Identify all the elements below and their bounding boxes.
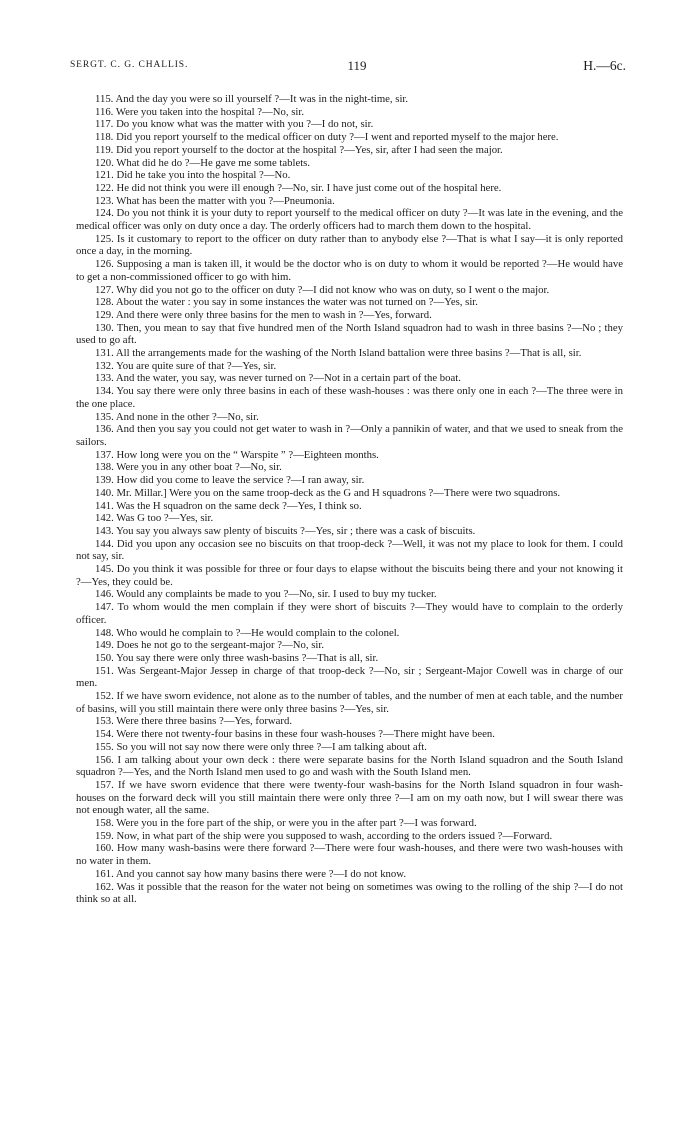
- question-number: 129.: [95, 308, 114, 321]
- question-number: 122.: [95, 181, 114, 194]
- question-answer-text: And the day you were so ill yourself ?—It was in the night-time, sir.: [115, 93, 409, 105]
- testimony-paragraph: [76, 500, 623, 513]
- testimony-paragraph: [76, 182, 623, 195]
- question-number: 116.: [95, 105, 114, 118]
- question-number: 131.: [95, 347, 114, 360]
- testimony-paragraph: [76, 601, 623, 626]
- question-number: 146.: [95, 588, 114, 601]
- question-answer-text: All the arrangements made for the washing of the North Island battalion were three basins ?—That is all, sir.: [115, 347, 582, 360]
- question-answer-text: And none in the other ?—No, sir.: [115, 410, 259, 423]
- question-number: 138.: [95, 461, 114, 474]
- question-number: 149.: [95, 639, 114, 652]
- question-answer-text: Were you in the fore part of the ship, or were you in the after part ?—I was forward.: [116, 817, 477, 830]
- question-answer-text: Do you know what was the matter with you ?—I do not, sir.: [116, 118, 374, 131]
- testimony-paragraph: [76, 525, 623, 538]
- testimony-paragraph: [76, 754, 623, 779]
- question-answer-text: How many wash-basins were there forward ?—There were four wash-houses, and there were two wash-houses with no water in them.: [76, 842, 623, 868]
- question-number: 153.: [95, 715, 114, 728]
- question-answer-text: And the water, you say, was never turned on ?—Not in a certain part of the boat.: [115, 372, 461, 385]
- question-number: 120.: [95, 156, 114, 169]
- testimony-paragraph: [76, 233, 623, 258]
- testimony-paragraph: [76, 195, 623, 208]
- question-answer-text: Would any complaints be made to you ?—No, sir. I used to buy my tucker.: [116, 588, 437, 601]
- question-answer-text: What did he do ?—He gave me some tablets.: [116, 156, 311, 169]
- question-number: 132.: [95, 359, 114, 372]
- question-answer-text: If we have sworn evidence that there were twenty-four wash-basins for the North Island squadron in four wash-houses on the forward deck will you still maintain there were only three ?—I am on my oath now, but I will swear there was not enough water, all the same.: [76, 778, 623, 817]
- question-answer-text: To whom would the men complain if they were short of biscuits ?—They would have to complain to the orderly officer.: [76, 601, 623, 626]
- question-answer-text: Were there three basins ?—Yes, forward.: [116, 715, 293, 728]
- testimony-paragraph: [76, 538, 623, 563]
- testimony-paragraph: [76, 474, 623, 487]
- header-page-number: 119: [347, 58, 367, 73]
- testimony-paragraph: [76, 106, 623, 119]
- question-answer-text: You say you always saw plenty of biscuits ?—Yes, sir ; there was a cask of biscuits.: [116, 524, 476, 537]
- testimony-paragraph: [76, 131, 623, 144]
- question-number: 161.: [95, 867, 114, 880]
- question-answer-text: Was G too ?—Yes, sir.: [116, 512, 214, 525]
- question-answer-text: Who would he complain to ?—He would complain to the colonel.: [116, 626, 400, 639]
- question-answer-text: You say there were only three basins in each of these wash-houses : was there only one in each ?—The three were in the one place.: [76, 385, 623, 410]
- question-number: 144.: [95, 537, 114, 550]
- question-number: 159.: [95, 829, 114, 842]
- testimony-paragraph: [76, 372, 623, 385]
- question-answer-text: So you will not say now there were only three ?—I am talking about aft.: [116, 740, 427, 753]
- question-answer-text: And there were only three basins for the men to wash in ?—Yes, forward.: [115, 308, 432, 321]
- question-answer-text: Did he take you into the hospital ?—No.: [116, 169, 291, 182]
- testimony-paragraph: [76, 563, 623, 588]
- testimony-paragraph: [76, 881, 623, 906]
- question-number: 157.: [95, 778, 114, 791]
- testimony-paragraph: [76, 169, 623, 182]
- question-number: 133.: [95, 372, 114, 385]
- question-number: 119.: [95, 143, 114, 156]
- question-number: 160.: [95, 842, 114, 855]
- header-witness-name: SERGT. C. G. CHALLIS.: [70, 60, 189, 70]
- testimony-paragraph: [76, 842, 623, 867]
- question-number: 158.: [95, 817, 114, 830]
- testimony-paragraph: [76, 144, 623, 157]
- question-number: 121.: [95, 169, 114, 182]
- question-number: 125.: [95, 232, 114, 245]
- testimony-paragraph: [76, 449, 623, 462]
- testimony-paragraph: [76, 715, 623, 728]
- question-number: 151.: [95, 664, 114, 677]
- page-header: [70, 58, 626, 76]
- question-answer-text: Now, in what part of the ship were you supposed to wash, according to the orders issued ?—Forward.: [116, 829, 553, 842]
- question-number: 148.: [95, 626, 114, 639]
- question-number: 115.: [95, 93, 114, 105]
- header-paper-reference: H.—6c.: [583, 58, 626, 73]
- question-answer-text: About the water : you say in some instances the water was not turned on ?—Yes, sir.: [115, 296, 478, 309]
- testimony-paragraph: [76, 487, 623, 500]
- testimony-paragraph: [76, 360, 623, 373]
- question-answer-text: Do you think it was possible for three or four days to elapse without the biscuits being there and your not knowing it ?—Yes, they could be.: [76, 563, 624, 588]
- question-number: 139.: [95, 474, 114, 487]
- testimony-paragraph: [76, 423, 623, 448]
- question-answer-text: What has been the matter with you ?—Pneumonia.: [116, 194, 335, 207]
- testimony-paragraph: [76, 627, 623, 640]
- question-answer-text: Was Sergeant-Major Jessep in charge of that troop-deck ?—No, sir ; Sergeant-Major Cowell was in charge of our men.: [76, 664, 623, 690]
- testimony-paragraph: [76, 118, 623, 131]
- question-answer-text: Supposing a man is taken ill, it would be the doctor who is on duty to whom it would be reported ?—He would have to get a non-commissioned officer to go with him.: [76, 258, 623, 283]
- question-answer-text: Did you report yourself to the doctor at the hospital ?—Yes, sir, after I had seen the major.: [116, 143, 503, 156]
- question-number: 135.: [95, 410, 114, 423]
- question-number: 127.: [95, 283, 114, 296]
- question-number: 130.: [95, 321, 114, 334]
- question-number: 155.: [95, 740, 114, 753]
- question-answer-text: Were there not twenty-four basins in these four wash-houses ?—There might have been.: [116, 728, 495, 741]
- question-number: 123.: [95, 194, 114, 207]
- testimony-paragraph: [76, 728, 623, 741]
- question-number: 154.: [95, 728, 114, 741]
- testimony-paragraph: [76, 322, 623, 347]
- question-number: 162.: [95, 880, 114, 893]
- testimony-paragraph: [76, 741, 623, 754]
- question-answer-text: How did you come to leave the service ?—I ran away, sir.: [116, 474, 365, 487]
- question-number: 141.: [95, 499, 114, 512]
- testimony-paragraph: [76, 347, 623, 360]
- question-number: 117.: [95, 118, 114, 131]
- testimony-paragraph: [76, 868, 623, 881]
- testimony-paragraph: [76, 385, 623, 410]
- testimony-paragraph: [76, 652, 623, 665]
- question-answer-text: I am talking about your own deck : there were separate basins for the North Island squadron and the South Island squadron ?—Yes, and the North Island men used to go and wash with the South Island men.: [76, 753, 623, 779]
- question-number: 143.: [95, 524, 114, 537]
- testimony-paragraph: [76, 157, 623, 170]
- question-number: 137.: [95, 448, 114, 461]
- question-number: 140.: [95, 486, 114, 499]
- testimony-paragraph: [76, 284, 623, 297]
- question-number: 142.: [95, 512, 114, 525]
- question-answer-text: Mr. Millar.] Were you on the same troop-deck as the G and H squadrons ?—There were two squadrons.: [116, 486, 561, 499]
- testimony-paragraph: [76, 830, 623, 843]
- question-answer-text: And then you say you could not get water to wash in ?—Only a pannikin of water, and that we used to sneak from the sailors.: [76, 423, 623, 448]
- testimony-body: [76, 93, 623, 906]
- question-number: 136.: [95, 423, 114, 436]
- question-number: 118.: [95, 131, 114, 144]
- question-answer-text: You say there were only three wash-basins ?—That is all, sir.: [116, 651, 379, 664]
- question-answer-text: Does he not go to the sergeant-major ?—No, sir.: [116, 639, 325, 652]
- testimony-paragraph: [76, 309, 623, 322]
- question-answer-text: Was the H squadron on the same deck ?—Yes, I think so.: [116, 499, 362, 512]
- testimony-paragraph: [76, 817, 623, 830]
- question-answer-text: You are quite sure of that ?—Yes, sir.: [116, 359, 277, 372]
- question-number: 145.: [95, 563, 114, 576]
- question-number: 128.: [95, 296, 114, 309]
- testimony-paragraph: [76, 296, 623, 309]
- question-number: 156.: [95, 753, 114, 766]
- question-answer-text: Was it possible that the reason for the water not being on sometimes was owing to the rolling of the ship ?—I do not think so at all.: [76, 880, 623, 906]
- question-number: 124.: [95, 207, 114, 220]
- question-number: 147.: [95, 601, 114, 614]
- testimony-paragraph: [76, 639, 623, 652]
- question-answer-text: Is it customary to report to the officer on duty rather than to anybody else ?—That is what I say—it is only reported once a day, in the morning.: [76, 232, 623, 258]
- question-answer-text: Did you report yourself to the medical officer on duty ?—I went and reported myself to the major here.: [116, 131, 559, 144]
- question-answer-text: Were you in any other boat ?—No, sir.: [116, 461, 282, 474]
- testimony-paragraph: [76, 512, 623, 525]
- testimony-paragraph: [76, 779, 623, 817]
- question-answer-text: Why did you not go to the officer on duty ?—I did not know who was on duty, so I went o the major.: [116, 283, 550, 296]
- testimony-paragraph: [76, 690, 623, 715]
- question-answer-text: Did you upon any occasion see no biscuits on that troop-deck ?—Well, it was not my place to look for them. I could not say, sir.: [76, 537, 624, 563]
- question-number: 150.: [95, 651, 114, 664]
- testimony-paragraph: [76, 411, 623, 424]
- testimony-paragraph: [76, 258, 623, 283]
- testimony-paragraph: [76, 665, 623, 690]
- question-answer-text: If we have sworn evidence, not alone as to the number of tables, and the number of men at each table, and the number of basins, will you still maintain there were only three basins ?—Yes, sir.: [76, 690, 623, 715]
- testimony-paragraph: [76, 207, 623, 232]
- question-number: 126.: [95, 258, 114, 271]
- question-answer-text: How long were you on the “ Warspite ” ?—Eighteen months.: [116, 448, 379, 461]
- question-answer-text: And you cannot say how many basins there were ?—I do not know.: [115, 867, 406, 880]
- question-answer-text: Then, you mean to say that five hundred men of the North Island squadron had to wash in three basins ?—No ; they used to go aft.: [76, 321, 623, 347]
- testimony-paragraph: [76, 461, 623, 474]
- question-number: 152.: [95, 690, 114, 703]
- question-answer-text: He did not think you were ill enough ?—No, sir. I have just come out of the hospital here.: [116, 181, 502, 194]
- question-answer-text: Were you taken into the hospital ?—No, sir.: [115, 105, 305, 118]
- testimony-paragraph: [76, 588, 623, 601]
- question-number: 134.: [95, 385, 114, 398]
- testimony-paragraph: [76, 93, 623, 106]
- question-answer-text: Do you not think it is your duty to report yourself to the medical officer on duty ?—It was late in the evening, and the medical officer was only on duty once a day. The orderly officers had to march them down to the hospital.: [76, 207, 623, 233]
